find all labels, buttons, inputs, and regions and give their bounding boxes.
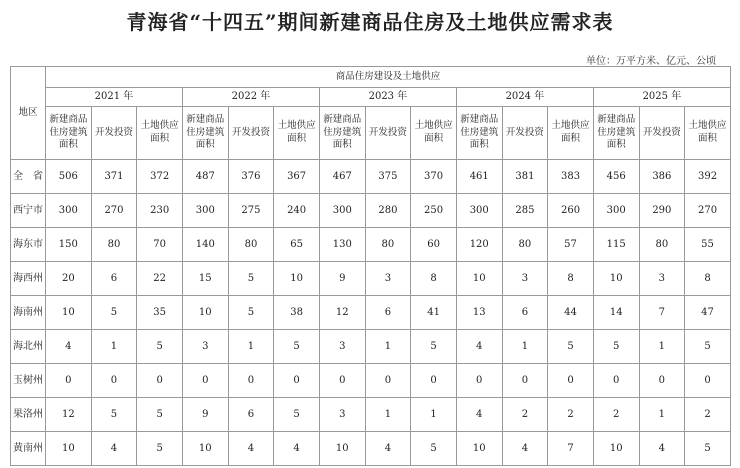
value-cell: 0 — [593, 364, 639, 398]
value-cell: 300 — [319, 194, 365, 228]
value-cell: 15 — [182, 262, 228, 296]
new-housing-area-header: 新建商品住房建筑面积 — [182, 107, 228, 160]
region-cell: 西宁市 — [11, 194, 46, 228]
value-cell: 5 — [137, 432, 183, 466]
value-cell: 0 — [365, 364, 411, 398]
value-cell: 9 — [182, 398, 228, 432]
value-cell: 250 — [411, 194, 457, 228]
value-cell: 6 — [228, 398, 274, 432]
value-cell: 3 — [319, 398, 365, 432]
land-supply-area-header: 土地供应面积 — [137, 107, 183, 160]
value-cell: 5 — [548, 330, 594, 364]
year-header: 2021 年 — [46, 88, 183, 107]
unit-note: 单位：万平方米、亿元、公顷 — [586, 56, 716, 67]
table-row — [11, 262, 731, 296]
region-cell: 玉树州 — [11, 364, 46, 398]
value-cell: 2 — [548, 398, 594, 432]
value-cell: 4 — [502, 432, 548, 466]
value-cell: 300 — [456, 194, 502, 228]
value-cell: 0 — [456, 364, 502, 398]
value-cell: 5 — [411, 432, 457, 466]
value-cell: 70 — [137, 228, 183, 262]
value-cell: 1 — [228, 330, 274, 364]
land-supply-area-header: 土地供应面积 — [411, 107, 457, 160]
region-cell: 海西州 — [11, 262, 46, 296]
region-cell: 果洛州 — [11, 398, 46, 432]
value-cell: 5 — [685, 432, 731, 466]
value-cell: 386 — [639, 160, 685, 194]
value-cell: 4 — [91, 432, 137, 466]
new-housing-area-header: 新建商品住房建筑面积 — [319, 107, 365, 160]
table-row — [11, 228, 731, 262]
development-investment-header: 开发投资 — [228, 107, 274, 160]
value-cell: 375 — [365, 160, 411, 194]
value-cell: 7 — [548, 432, 594, 466]
value-cell: 57 — [548, 228, 594, 262]
value-cell: 8 — [685, 262, 731, 296]
value-cell: 270 — [685, 194, 731, 228]
value-cell: 35 — [137, 296, 183, 330]
value-cell: 5 — [137, 398, 183, 432]
table-row — [11, 194, 731, 228]
region-cell: 全 省 — [11, 160, 46, 194]
value-cell: 80 — [91, 228, 137, 262]
value-cell: 372 — [137, 160, 183, 194]
value-cell: 275 — [228, 194, 274, 228]
value-cell: 7 — [639, 296, 685, 330]
value-cell: 1 — [639, 398, 685, 432]
value-cell: 5 — [228, 262, 274, 296]
value-cell: 290 — [639, 194, 685, 228]
value-cell: 4 — [46, 330, 92, 364]
development-investment-header: 开发投资 — [91, 107, 137, 160]
value-cell: 300 — [46, 194, 92, 228]
value-cell: 130 — [319, 228, 365, 262]
value-cell: 3 — [319, 330, 365, 364]
land-supply-area-header: 土地供应面积 — [548, 107, 594, 160]
value-cell: 4 — [228, 432, 274, 466]
value-cell: 47 — [685, 296, 731, 330]
value-cell: 3 — [639, 262, 685, 296]
value-cell: 80 — [228, 228, 274, 262]
value-cell: 8 — [548, 262, 594, 296]
value-cell: 461 — [456, 160, 502, 194]
value-cell: 367 — [274, 160, 320, 194]
value-cell: 0 — [274, 364, 320, 398]
value-cell: 10 — [274, 262, 320, 296]
value-cell: 3 — [365, 262, 411, 296]
value-cell: 22 — [137, 262, 183, 296]
value-cell: 383 — [548, 160, 594, 194]
value-cell: 370 — [411, 160, 457, 194]
value-cell: 20 — [46, 262, 92, 296]
table-row — [11, 296, 731, 330]
value-cell: 55 — [685, 228, 731, 262]
value-cell: 392 — [685, 160, 731, 194]
value-cell: 10 — [182, 296, 228, 330]
value-cell: 5 — [228, 296, 274, 330]
value-cell: 5 — [593, 330, 639, 364]
new-housing-area-header: 新建商品住房建筑面积 — [593, 107, 639, 160]
new-housing-area-header: 新建商品住房建筑面积 — [456, 107, 502, 160]
value-cell: 456 — [593, 160, 639, 194]
value-cell: 10 — [46, 296, 92, 330]
value-cell: 8 — [411, 262, 457, 296]
region-cell: 海东市 — [11, 228, 46, 262]
year-header: 2023 年 — [319, 88, 456, 107]
year-header: 2025 年 — [593, 88, 730, 107]
development-investment-header: 开发投资 — [639, 107, 685, 160]
year-header: 2022 年 — [182, 88, 319, 107]
value-cell: 120 — [456, 228, 502, 262]
value-cell: 6 — [365, 296, 411, 330]
land-supply-area-header: 土地供应面积 — [685, 107, 731, 160]
land-supply-area-header: 土地供应面积 — [274, 107, 320, 160]
value-cell: 0 — [137, 364, 183, 398]
value-cell: 0 — [91, 364, 137, 398]
development-investment-header: 开发投资 — [502, 107, 548, 160]
value-cell: 280 — [365, 194, 411, 228]
value-cell: 371 — [91, 160, 137, 194]
value-cell: 12 — [319, 296, 365, 330]
value-cell: 285 — [502, 194, 548, 228]
value-cell: 80 — [639, 228, 685, 262]
region-cell: 海南州 — [11, 296, 46, 330]
value-cell: 4 — [456, 330, 502, 364]
value-cell: 10 — [319, 432, 365, 466]
table-row — [11, 432, 731, 466]
value-cell: 0 — [548, 364, 594, 398]
table-body — [11, 160, 731, 466]
value-cell: 270 — [91, 194, 137, 228]
value-cell: 9 — [319, 262, 365, 296]
value-cell: 1 — [639, 330, 685, 364]
value-cell: 4 — [365, 432, 411, 466]
value-cell: 0 — [639, 364, 685, 398]
new-housing-area-header: 新建商品住房建筑面积 — [46, 107, 92, 160]
value-cell: 10 — [456, 262, 502, 296]
value-cell: 0 — [685, 364, 731, 398]
value-cell: 150 — [46, 228, 92, 262]
table-row — [11, 364, 731, 398]
value-cell: 1 — [411, 398, 457, 432]
value-cell: 60 — [411, 228, 457, 262]
value-cell: 44 — [548, 296, 594, 330]
value-cell: 115 — [593, 228, 639, 262]
value-cell: 1 — [365, 398, 411, 432]
column-header-row — [11, 107, 731, 160]
value-cell: 6 — [502, 296, 548, 330]
region-header: 地区 — [11, 67, 46, 160]
value-cell: 12 — [46, 398, 92, 432]
value-cell: 4 — [274, 432, 320, 466]
value-cell: 467 — [319, 160, 365, 194]
value-cell: 140 — [182, 228, 228, 262]
value-cell: 300 — [593, 194, 639, 228]
value-cell: 5 — [91, 296, 137, 330]
value-cell: 14 — [593, 296, 639, 330]
value-cell: 2 — [502, 398, 548, 432]
value-cell: 5 — [137, 330, 183, 364]
value-cell: 376 — [228, 160, 274, 194]
value-cell: 0 — [411, 364, 457, 398]
development-investment-header: 开发投资 — [365, 107, 411, 160]
value-cell: 38 — [274, 296, 320, 330]
value-cell: 10 — [593, 262, 639, 296]
page-title: 青海省“十四五”期间新建商品住房及土地供应需求表 — [126, 10, 614, 34]
value-cell: 3 — [502, 262, 548, 296]
value-cell: 0 — [182, 364, 228, 398]
value-cell: 1 — [502, 330, 548, 364]
value-cell: 3 — [182, 330, 228, 364]
value-cell: 230 — [137, 194, 183, 228]
table-row — [11, 398, 731, 432]
supply-demand-table — [10, 66, 731, 466]
value-cell: 0 — [46, 364, 92, 398]
group-header: 商品住房建设及土地供应 — [46, 67, 731, 88]
table-row — [11, 160, 731, 194]
year-header-row — [11, 88, 731, 107]
value-cell: 506 — [46, 160, 92, 194]
value-cell: 0 — [319, 364, 365, 398]
value-cell: 0 — [228, 364, 274, 398]
value-cell: 1 — [91, 330, 137, 364]
value-cell: 487 — [182, 160, 228, 194]
value-cell: 80 — [502, 228, 548, 262]
value-cell: 10 — [182, 432, 228, 466]
value-cell: 10 — [456, 432, 502, 466]
table-row — [11, 330, 731, 364]
value-cell: 41 — [411, 296, 457, 330]
value-cell: 1 — [365, 330, 411, 364]
value-cell: 10 — [46, 432, 92, 466]
region-cell: 黄南州 — [11, 432, 46, 466]
value-cell: 381 — [502, 160, 548, 194]
value-cell: 10 — [593, 432, 639, 466]
value-cell: 2 — [593, 398, 639, 432]
value-cell: 2 — [685, 398, 731, 432]
table-header — [11, 67, 731, 160]
value-cell: 0 — [502, 364, 548, 398]
value-cell: 5 — [274, 330, 320, 364]
value-cell: 5 — [274, 398, 320, 432]
value-cell: 13 — [456, 296, 502, 330]
value-cell: 5 — [411, 330, 457, 364]
value-cell: 240 — [274, 194, 320, 228]
value-cell: 260 — [548, 194, 594, 228]
value-cell: 5 — [685, 330, 731, 364]
value-cell: 5 — [91, 398, 137, 432]
value-cell: 6 — [91, 262, 137, 296]
value-cell: 65 — [274, 228, 320, 262]
region-cell: 海北州 — [11, 330, 46, 364]
value-cell: 300 — [182, 194, 228, 228]
value-cell: 4 — [639, 432, 685, 466]
value-cell: 4 — [456, 398, 502, 432]
value-cell: 80 — [365, 228, 411, 262]
year-header: 2024 年 — [456, 88, 593, 107]
